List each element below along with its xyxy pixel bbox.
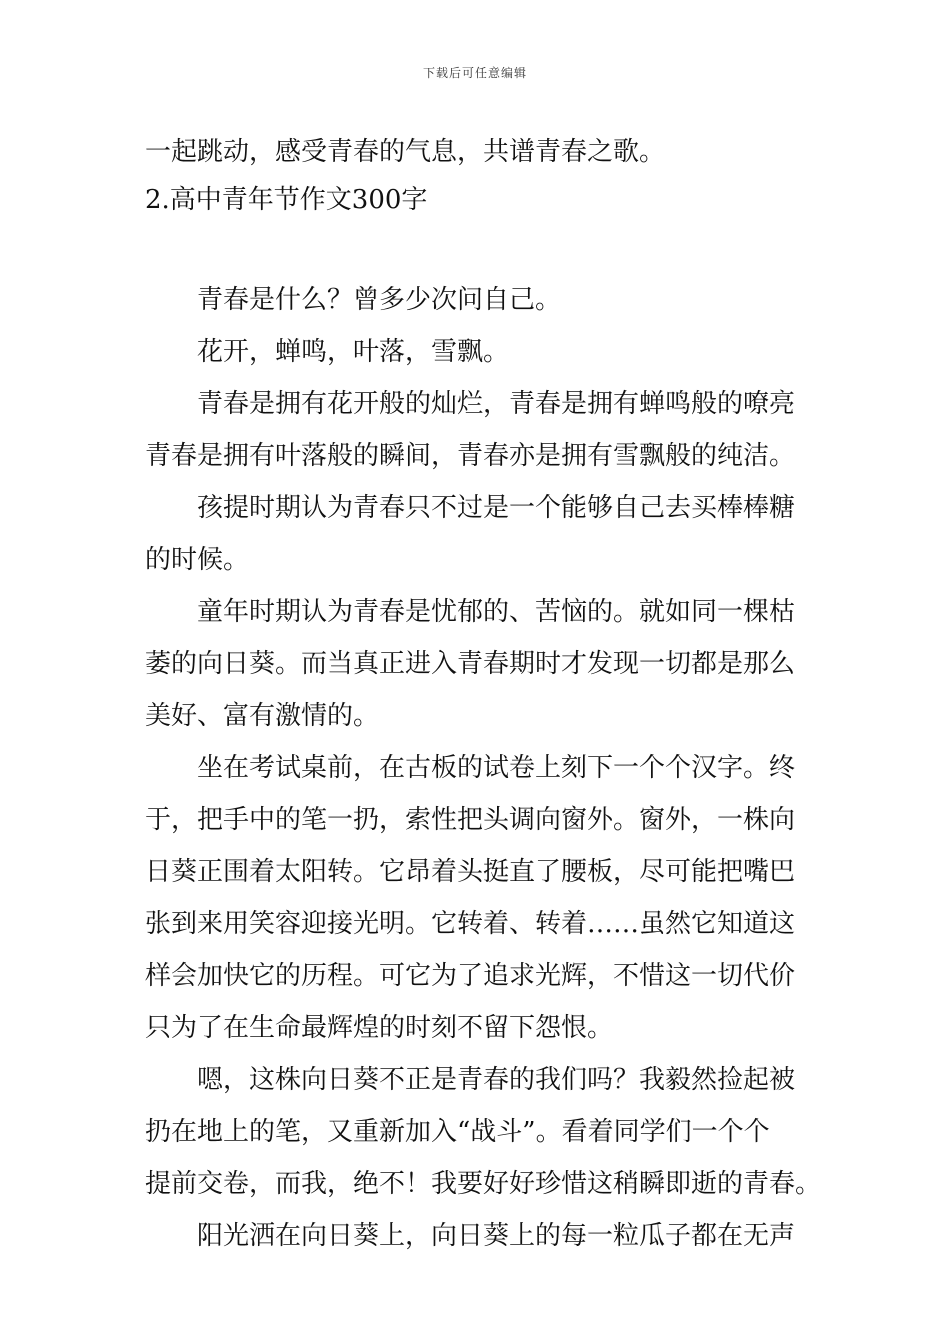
header-note: 下载后可任意编辑 xyxy=(422,66,527,80)
essay-line: 只为了在生命最辉煌的时刻不留下怨恨。 xyxy=(145,1013,614,1043)
essay-line: 青春是拥有叶落般的瞬间，青春亦是拥有雪飘般的纯洁。 xyxy=(145,441,796,471)
essay-line: 阳光洒在向日葵上，向日葵上的每一粒瓜子都在无声 xyxy=(197,1221,796,1251)
essay-line: 青春是拥有花开般的灿烂，青春是拥有蝉鸣般的嘹亮 xyxy=(197,389,796,419)
essay-line: 嗯，这株向日葵不正是青春的我们吗？我毅然捡起被 xyxy=(197,1065,796,1095)
continuation-line xyxy=(145,126,813,178)
essay-line: 萎的向日葵。而当真正进入青春期时才发现一切都是那么 xyxy=(145,649,796,679)
essay-line: 张到来用笑容迎接光明。它转着、转着……虽然它知道这 xyxy=(145,909,796,939)
essay-line: 日葵正围着太阳转。它昂着头挺直了腰板，尽可能把嘴巴 xyxy=(145,857,796,887)
essay-line: 提前交卷，而我，绝不！我要好好珍惜这稍瞬即逝的青春。 xyxy=(145,1169,822,1199)
essay-line: 的时候。 xyxy=(145,545,250,575)
essay-body xyxy=(145,274,822,1262)
essay-line: 于，把手中的笔一扔，索性把头调向窗外。窗外，一株向 xyxy=(145,805,796,835)
essay-line: 花开，蝉鸣，叶落，雪飘。 xyxy=(197,337,510,367)
essay-line: 扔在地上的笔，又重新加入“战斗”。看着同学们一个个 xyxy=(145,1117,770,1147)
section-title: 2.高中青年节作文300字 xyxy=(145,185,428,215)
text-line: 一起跳动，感受青春的气息，共谱青春之歌。 xyxy=(145,137,666,167)
essay-line: 样会加快它的历程。可它为了追求光辉，不惜这一切代价 xyxy=(145,961,796,991)
essay-line: 孩提时期认为青春只不过是一个能够自己去买棒棒糖 xyxy=(197,493,796,523)
essay-line: 坐在考试桌前，在古板的试卷上刻下一个个汉字。终 xyxy=(197,753,796,783)
essay-line: 美好、富有激情的。 xyxy=(145,701,380,731)
essay-line: 青春是什么？曾多少次问自己。 xyxy=(197,285,562,315)
essay-line: 童年时期认为青春是忧郁的、苦恼的。就如同一棵枯 xyxy=(197,597,796,627)
